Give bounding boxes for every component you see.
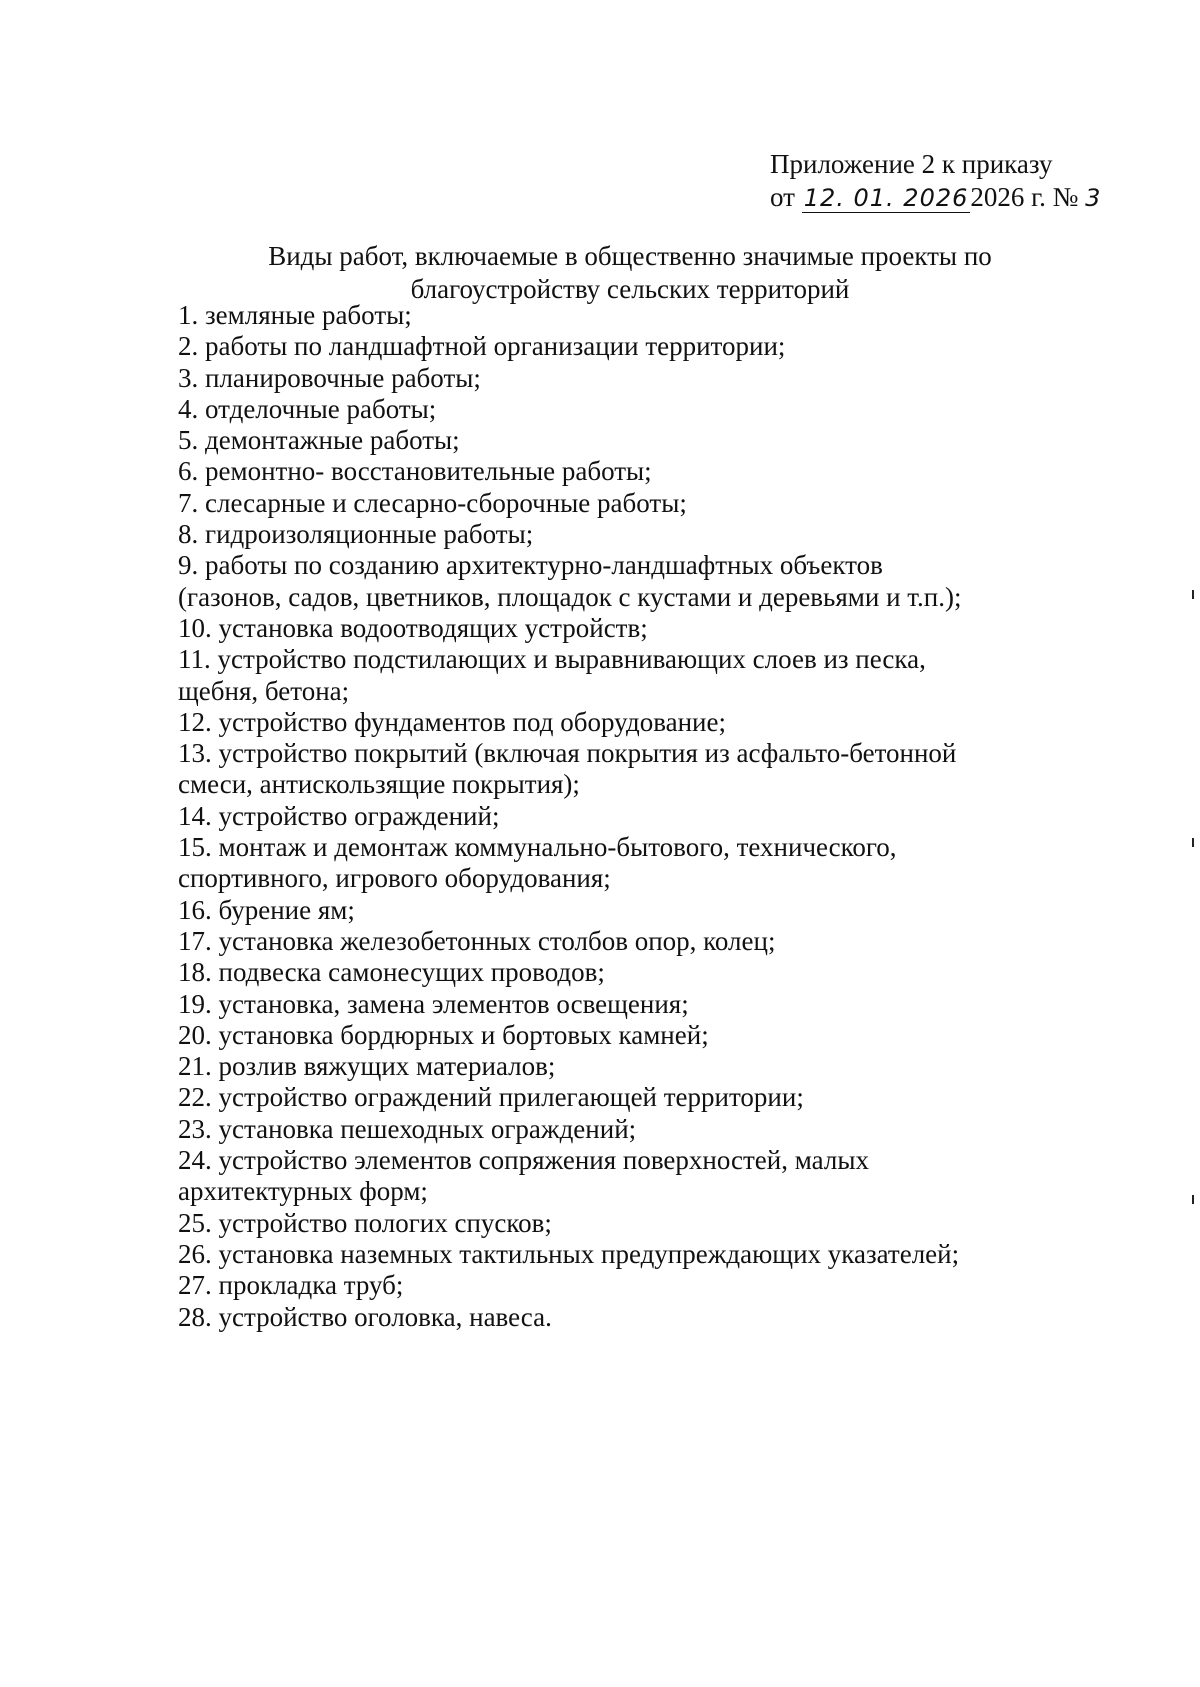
list-item: архитектурных форм; [178, 1176, 428, 1207]
scan-edge-mark [1192, 838, 1194, 847]
list-item: 22. устройство ограждений прилегающей территории; [178, 1082, 804, 1113]
list-item: 11. устройство подстилающих и выравнивающих слоев из песка, [178, 644, 926, 675]
appendix-header [770, 148, 1100, 215]
list-item: щебня, бетона; [178, 675, 350, 706]
appendix-line2 [770, 181, 1100, 215]
list-item: 9. работы по созданию архитектурно-ландшафтных объектов [178, 550, 883, 581]
title-line2: благоустройству сельских территорий [410, 274, 850, 304]
list-item: 23. установка пешеходных ограждений; [178, 1113, 637, 1144]
list-item: 26. установка наземных тактильных предупреждающих указателей; [178, 1238, 960, 1269]
handwritten-date: 12. 01. 2026 [803, 184, 969, 212]
list-item: 10. установка водоотводящих устройств; [178, 612, 648, 643]
works-list [178, 300, 1128, 1333]
appendix-prefix: от [770, 182, 795, 212]
list-item: 14. устройство ограждений; [178, 800, 500, 831]
list-item: (газонов, садов, цветников, площадок с кустами и деревьями и т.п.); [178, 581, 962, 612]
scan-edge-mark [1192, 1195, 1194, 1204]
appendix-line1: Приложение 2 к приказу [770, 149, 1053, 179]
list-item: 16. бурение ям; [178, 894, 355, 925]
list-item: 7. слесарные и слесарно-сборочные работы; [178, 487, 687, 518]
list-item: 24. устройство элементов сопряжения поверхностей, малых [178, 1145, 869, 1176]
list-item: спортивного, игрового оборудования; [178, 863, 611, 894]
list-item: 5. демонтажные работы; [178, 425, 460, 456]
list-item: 20. установка бордюрных и бортовых камней; [178, 1019, 709, 1050]
list-item: 3. планировочные работы; [178, 362, 481, 393]
list-item: 27. прокладка труб; [178, 1270, 404, 1301]
list-item: 15. монтаж и демонтаж коммунально-бытового, технического, [178, 832, 897, 863]
list-item: 28. устройство оголовка, навеса. [178, 1301, 552, 1332]
list-item: 17. установка железобетонных столбов опор, колец; [178, 925, 776, 956]
list-item: 18. подвеска самонесущих проводов; [178, 957, 605, 988]
list-item: 1. земляные работы; [178, 300, 412, 330]
list-item: 6. ремонтно- восстановительные работы; [178, 456, 652, 487]
list-item: 2. работы по ландшафтной организации территории; [178, 331, 786, 362]
list-item: 12. устройство фундаментов под оборудование; [178, 706, 726, 737]
document-title [230, 240, 1030, 306]
handwritten-order-number: 3 [1085, 184, 1101, 212]
scan-edge-mark [1192, 590, 1194, 599]
appendix-year: 2026 г. № [970, 182, 1079, 212]
list-item: 4. отделочные работы; [178, 393, 437, 424]
list-item: 19. установка, замена элементов освещения; [178, 988, 689, 1019]
list-item: 8. гидроизоляционные работы; [178, 519, 534, 550]
list-item: смеси, антискользящие покрытия); [178, 769, 580, 800]
list-item: 21. розлив вяжущих материалов; [178, 1051, 556, 1082]
list-item: 25. устройство пологих спусков; [178, 1207, 552, 1238]
title-line1: Виды работ, включаемые в общественно значимые проекты по [268, 241, 992, 271]
list-item: 13. устройство покрытий (включая покрытия из асфальто-бетонной [178, 738, 957, 769]
